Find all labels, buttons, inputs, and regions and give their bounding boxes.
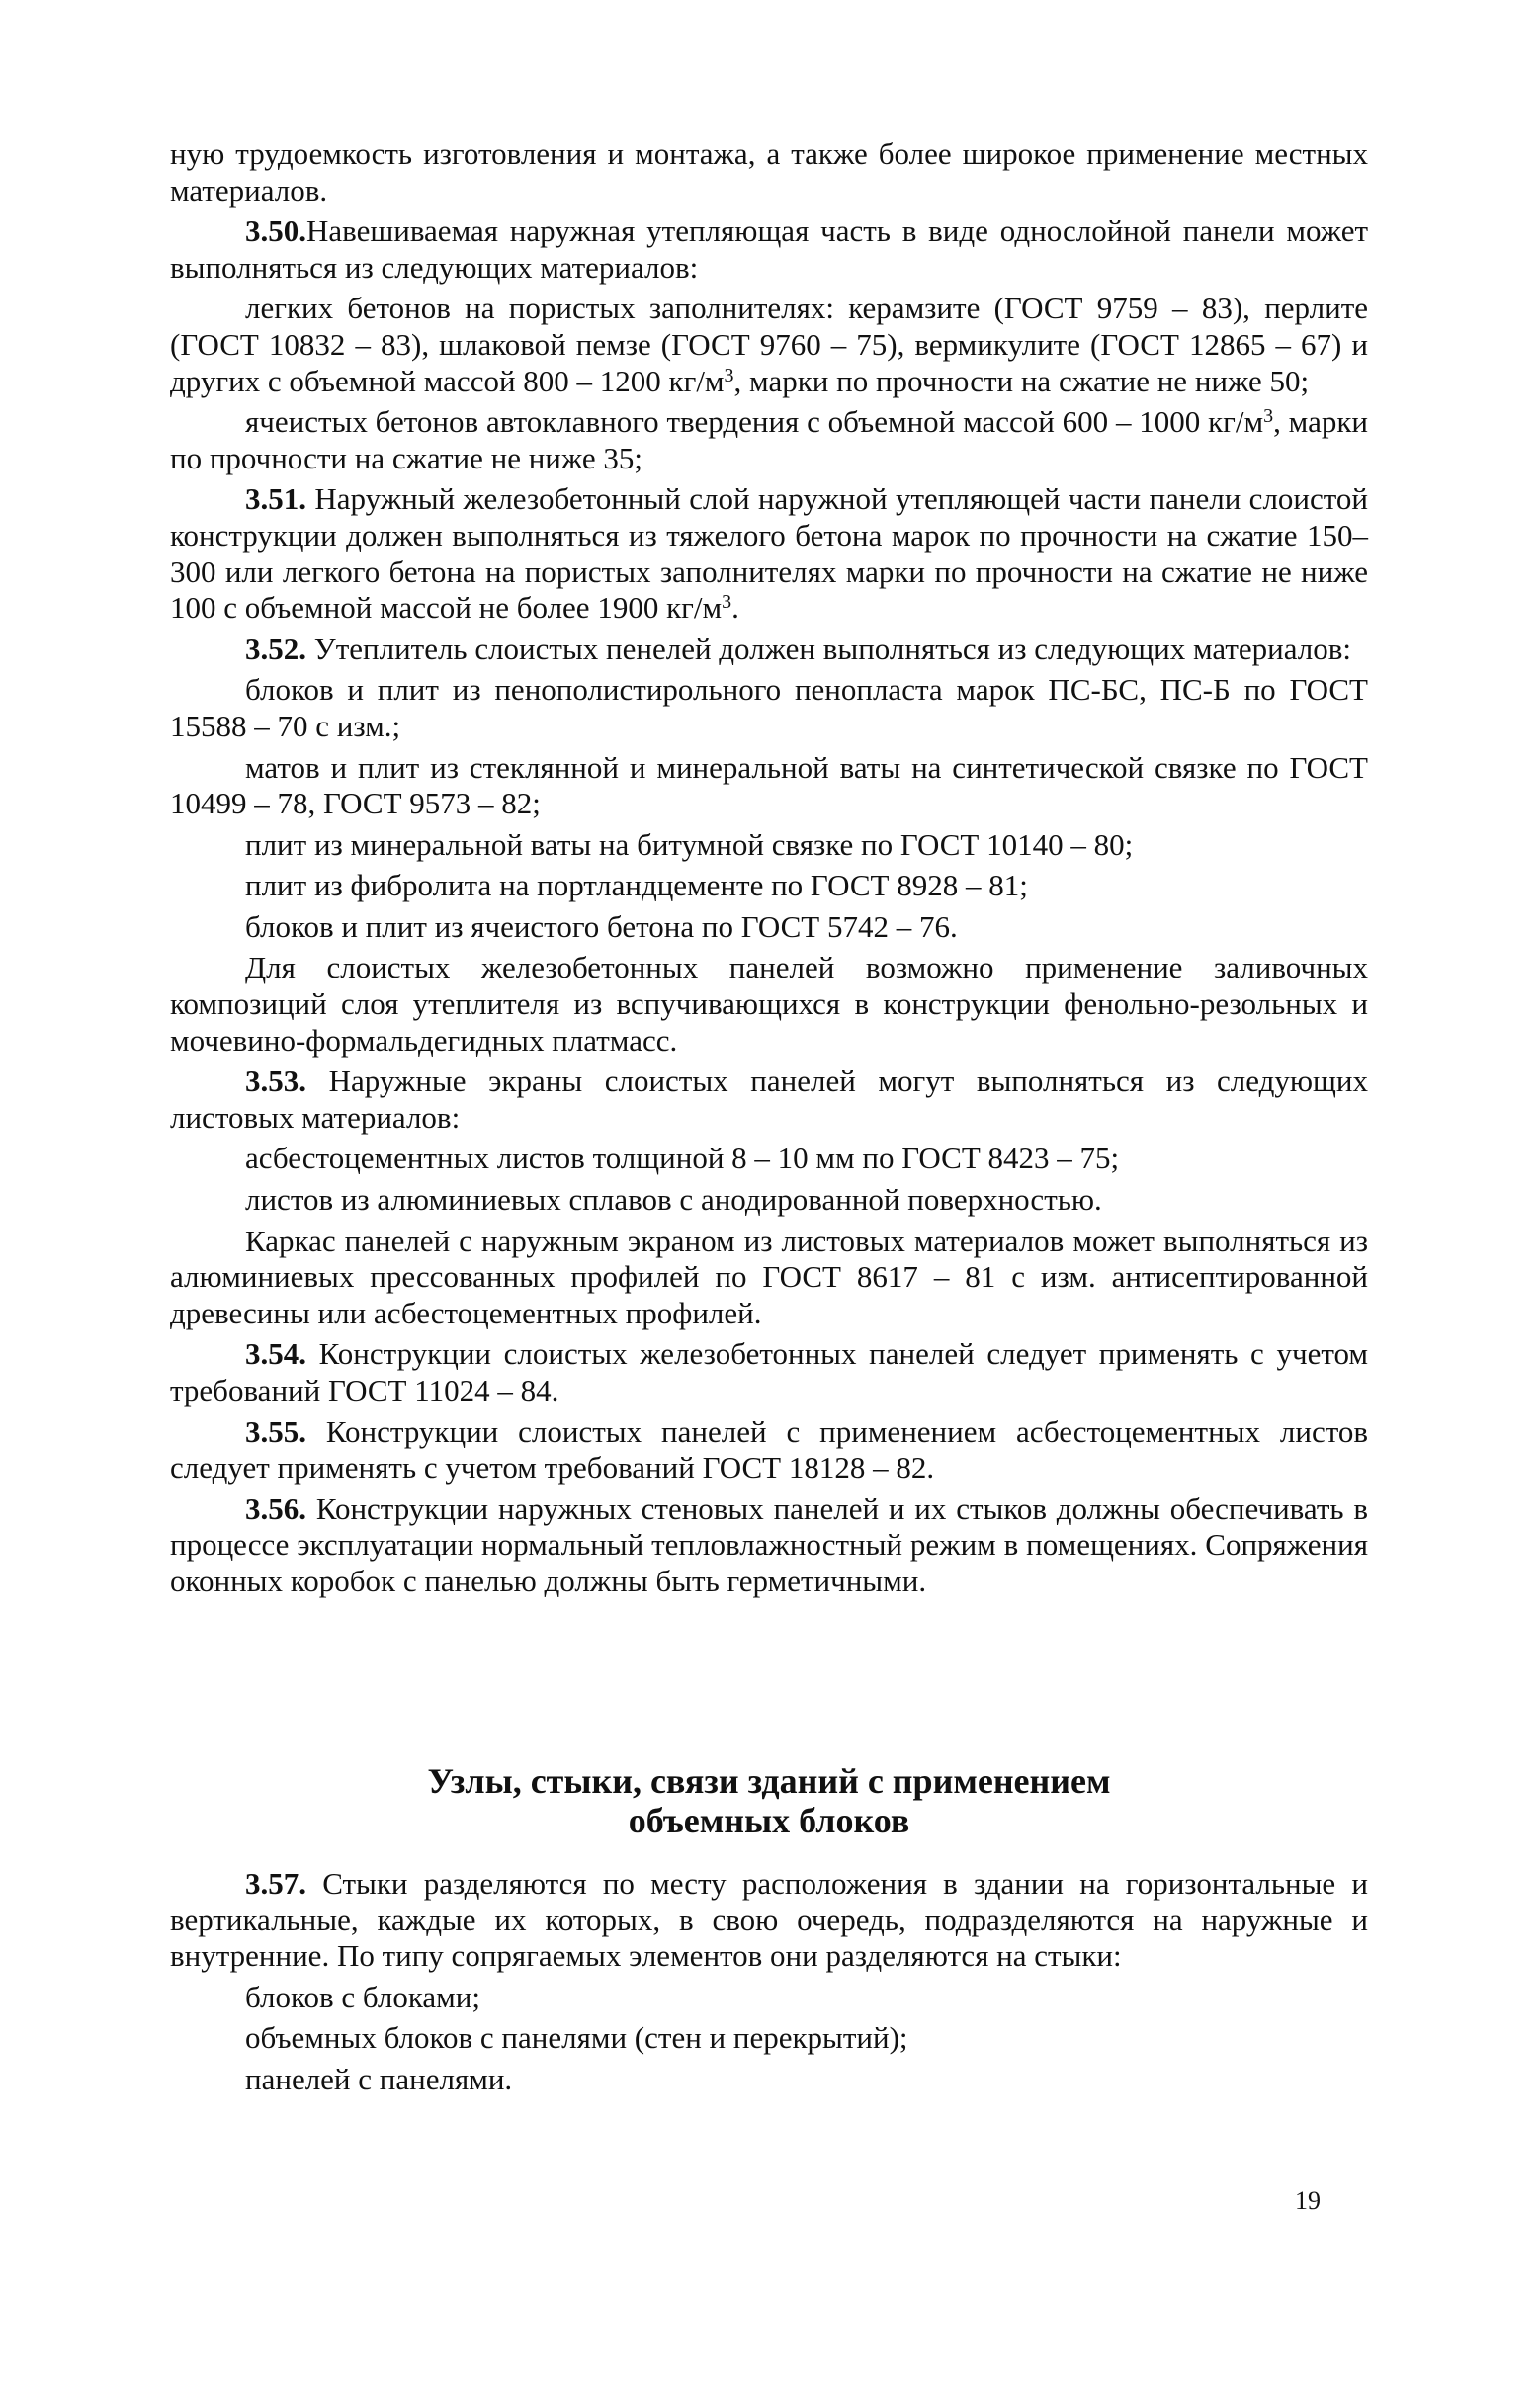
clause-3-55 [170, 1414, 1368, 1487]
clause-3-56 [170, 1491, 1368, 1600]
clause-3-51 [170, 481, 1368, 626]
list-item-mineral-wool [170, 827, 1368, 864]
list-item-lightweight-concrete [170, 291, 1368, 399]
list-item-text-end: , марки по прочности на сжатие не ниже 50; [733, 363, 1310, 398]
paragraph-text: Для слоистых железобетонных панелей возможно применение заливочных композиций слоя утеплителя из вспучивающихся в конструкции фенольно-резольных и мочевино-формальдегидных платмасс. [170, 950, 1368, 1058]
page-number: 19 [1295, 2186, 1321, 2215]
list-item-text: матов и плит из стеклянной и минеральной ваты на синтетической связке по ГОСТ 10499 – 78, ГОСТ 9573 – 82; [170, 749, 1368, 821]
clause-text: Наружный железобетонный слой наружной утепляющей части панели слоистой конструкции должен выполняться из тяжелого бетона марок по прочности на сжатие 150–300 или легкого бетона на пористых заполнителях марки по прочности на сжатие не ниже 100 с объемной массой не более 1900 кг/м [170, 481, 1368, 626]
clause-text: Конструкции слоистых железобетонных панелей следует применять с учетом требований ГОСТ 11024 – 84. [170, 1336, 1368, 1407]
clause-text-end: . [731, 590, 739, 626]
paragraph-pouring-compositions [170, 950, 1368, 1059]
clause-text: Стыки разделяются по месту расположения в здании на горизонтальные и вертикальные, каждые их которых, в свою очередь, подразделяются на наружные и внутренние. По типу сопрягаемых элементов они разделяются на стыки: [170, 1866, 1368, 1974]
list-item-text-end: , марки по прочности на сжатие не ниже 35; [170, 404, 1368, 475]
list-item-text: асбестоцементных листов толщиной 8 – 10 мм по ГОСТ 8423 – 75; [245, 1141, 1120, 1176]
list-item-asbestos-sheets [170, 1141, 1368, 1177]
clause-number: 3.51. [245, 481, 306, 517]
list-item-blocks-panels [170, 2020, 1368, 2057]
clause-text: Конструкции слоистых панелей с применением асбестоцементных листов следует применять с учетом требований ГОСТ 18128 – 82. [170, 1413, 1368, 1486]
paragraph-continuation [170, 136, 1368, 209]
clause-text: Конструкции наружных стеновых панелей и их стыков должны обеспечивать в процессе эксплуатации нормальный тепловлажностный режим в помещениях. Сопряжения оконных коробок с панелью должны быть герметичными. [170, 1490, 1368, 1598]
clause-number: 3.52. [245, 631, 306, 666]
clause-3-54 [170, 1336, 1368, 1408]
list-item-text: панелей с панелями. [245, 2061, 513, 2096]
clause-number: 3.56. [245, 1490, 306, 1526]
list-item-text: блоков и плит из ячеистого бетона по ГОСТ 5742 – 76. [245, 908, 958, 944]
clause-number: 3.50. [245, 213, 306, 249]
list-item-text: объемных блоков с панелями (стен и перекрытий); [245, 2020, 908, 2056]
superscript: 3 [722, 591, 732, 614]
list-item-cellular-concrete [170, 404, 1368, 476]
list-item-panels-panels [170, 2062, 1368, 2098]
clause-number: 3.55. [245, 1413, 306, 1449]
list-item-polystyrene [170, 672, 1368, 744]
body-text-upper [170, 136, 1368, 1605]
superscript: 3 [724, 364, 734, 386]
body-text-lower [170, 1866, 1368, 2103]
list-item-cellular-blocks [170, 909, 1368, 946]
clause-3-50 [170, 213, 1368, 286]
section-heading-line-1: Узлы, стыки, связи зданий с применением [427, 1761, 1111, 1801]
clause-text: Навешиваемая наружная утепляющая часть в виде однослойной панели может выполняться из следующих материалов: [170, 213, 1368, 285]
clause-text: Утеплитель слоистых пенелей должен выполняться из следующих материалов: [306, 631, 1351, 666]
superscript: 3 [1263, 405, 1274, 428]
list-item-text: блоков и плит из пенополистирольного пенопласта марок ПС-БС, ПС-Б по ГОСТ 15588 – 70 с изм.; [170, 672, 1368, 743]
clause-number: 3.53. [245, 1063, 306, 1099]
list-item-text: плит из минеральной ваты на битумной связке по ГОСТ 10140 – 80; [245, 826, 1134, 862]
clause-3-57 [170, 1866, 1368, 1975]
paragraph-text: ную трудоемкость изготовления и монтажа, а также более широкое применение местных материалов. [170, 136, 1368, 208]
list-item-glass-wool [170, 750, 1368, 822]
list-item-aluminium-sheets [170, 1182, 1368, 1219]
list-item-text: ячеистых бетонов автоклавного твердения с объемной массой 600 – 1000 кг/м [245, 404, 1264, 440]
list-item-text: легких бетонов на пористых заполнителях: керамзите (ГОСТ 9759 – 83), перлите (ГОСТ 10832 – 83), шлаковой пемзе (ГОСТ 9760 – 75), вермикулите (ГОСТ 12865 – 67) и других с объемной массой 800 – 1200 кг/м [170, 291, 1368, 398]
paragraph-frame [170, 1224, 1368, 1332]
list-item-fibrolite [170, 868, 1368, 904]
clause-number: 3.54. [245, 1336, 306, 1372]
list-item-text: листов из алюминиевых сплавов с анодированной поверхностью. [245, 1182, 1102, 1218]
clause-text: Наружные экраны слоистых панелей могут выполняться из следующих листовых материалов: [170, 1063, 1368, 1135]
clause-number: 3.57. [245, 1866, 306, 1901]
list-item-text: блоков с блоками; [245, 1979, 480, 2014]
clause-3-52 [170, 632, 1368, 668]
paragraph-text: Каркас панелей с наружным экраном из листовых материалов может выполняться из алюминиевых прессованных профилей по ГОСТ 8617 – 81 с изм. антисептированной древесины или асбестоцементных профилей. [170, 1223, 1368, 1330]
section-heading-line-2: объемных блоков [628, 1801, 910, 1840]
list-item-text: плит из фибролита на портландцементе по ГОСТ 8928 – 81; [245, 868, 1028, 903]
section-heading [170, 1761, 1368, 1840]
list-item-blocks-blocks [170, 1980, 1368, 2016]
clause-3-53 [170, 1063, 1368, 1136]
